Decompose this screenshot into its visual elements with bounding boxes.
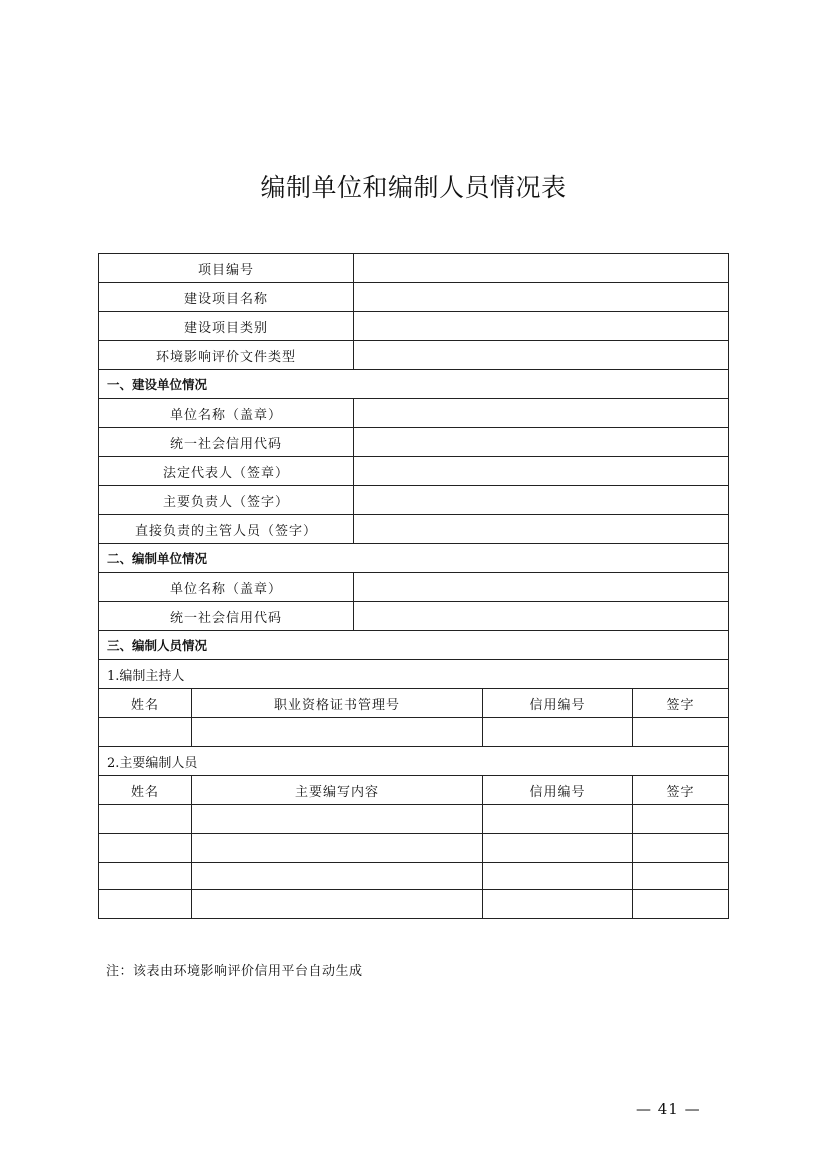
column-header-name: 姓名 <box>99 776 192 805</box>
table-row <box>99 312 729 341</box>
table-row <box>99 689 729 718</box>
field-label-unit-name: 单位名称（盖章） <box>99 399 354 428</box>
field-value-legal-rep[interactable] <box>354 457 729 486</box>
staff-credit-cell[interactable] <box>483 834 633 863</box>
table-row <box>99 544 729 573</box>
table-row <box>99 573 729 602</box>
field-value-compiling-unit-name[interactable] <box>354 573 729 602</box>
table-row <box>99 863 729 890</box>
section-heading-compiling-staff: 三、编制人员情况 <box>99 631 729 660</box>
staff-content-cell[interactable] <box>192 863 483 890</box>
table-row <box>99 631 729 660</box>
field-label-main-responsible: 主要负责人（签字） <box>99 486 354 515</box>
table-row <box>99 834 729 863</box>
subsection-label-host: 1.编制主持人 <box>99 660 729 689</box>
table-row <box>99 341 729 370</box>
host-signature-cell[interactable] <box>633 718 729 747</box>
column-header-signature: 签字 <box>633 776 729 805</box>
staff-content-cell[interactable] <box>192 890 483 919</box>
staff-signature-cell[interactable] <box>633 834 729 863</box>
column-header-credit-number: 信用编号 <box>483 776 633 805</box>
host-name-cell[interactable] <box>99 718 192 747</box>
table-row <box>99 486 729 515</box>
staff-name-cell[interactable] <box>99 805 192 834</box>
staff-credit-cell[interactable] <box>483 805 633 834</box>
field-label-eia-doc-type: 环境影响评价文件类型 <box>99 341 354 370</box>
table-row <box>99 457 729 486</box>
subsection-label-main-staff: 2.主要编制人员 <box>99 747 729 776</box>
footnote: 注：该表由环境影响评价信用平台自动生成 <box>106 964 363 979</box>
column-header-name: 姓名 <box>99 689 192 718</box>
table-row <box>99 890 729 919</box>
staff-credit-cell[interactable] <box>483 863 633 890</box>
table-row <box>99 805 729 834</box>
field-label-compiling-unit-name: 单位名称（盖章） <box>99 573 354 602</box>
table-row <box>99 718 729 747</box>
field-value-compiling-credit-code[interactable] <box>354 602 729 631</box>
field-value-credit-code[interactable] <box>354 428 729 457</box>
column-header-credit-number: 信用编号 <box>483 689 633 718</box>
field-label-legal-rep: 法定代表人（签章） <box>99 457 354 486</box>
column-header-signature: 签字 <box>633 689 729 718</box>
host-credit-cell[interactable] <box>483 718 633 747</box>
section-heading-compiling-unit: 二、编制单位情况 <box>99 544 729 573</box>
field-label-project-number: 项目编号 <box>99 254 354 283</box>
field-value-eia-doc-type[interactable] <box>354 341 729 370</box>
field-value-direct-supervisor[interactable] <box>354 515 729 544</box>
staff-name-cell[interactable] <box>99 834 192 863</box>
table-row <box>99 602 729 631</box>
column-header-writing-content: 主要编写内容 <box>192 776 483 805</box>
table-row <box>99 283 729 312</box>
field-value-unit-name[interactable] <box>354 399 729 428</box>
table-row <box>99 515 729 544</box>
page-title: 编制单位和编制人员情况表 <box>260 173 567 202</box>
table-row <box>99 660 729 689</box>
field-value-project-category[interactable] <box>354 312 729 341</box>
staff-name-cell[interactable] <box>99 890 192 919</box>
staff-content-cell[interactable] <box>192 834 483 863</box>
field-label-project-name: 建设项目名称 <box>99 283 354 312</box>
table-row <box>99 254 729 283</box>
staff-content-cell[interactable] <box>192 805 483 834</box>
host-certificate-cell[interactable] <box>192 718 483 747</box>
table-row <box>99 370 729 399</box>
field-value-project-number[interactable] <box>354 254 729 283</box>
table-row <box>99 776 729 805</box>
field-value-main-responsible[interactable] <box>354 486 729 515</box>
staff-signature-cell[interactable] <box>633 805 729 834</box>
table-row <box>99 747 729 776</box>
field-label-direct-supervisor: 直接负责的主管人员（签字） <box>99 515 354 544</box>
field-value-project-name[interactable] <box>354 283 729 312</box>
info-table <box>98 253 729 919</box>
table-row <box>99 399 729 428</box>
field-label-credit-code: 统一社会信用代码 <box>99 428 354 457</box>
field-label-compiling-credit-code: 统一社会信用代码 <box>99 602 354 631</box>
table-row <box>99 428 729 457</box>
staff-credit-cell[interactable] <box>483 890 633 919</box>
column-header-certificate-number: 职业资格证书管理号 <box>192 689 483 718</box>
section-heading-construction-unit: 一、建设单位情况 <box>99 370 729 399</box>
staff-signature-cell[interactable] <box>633 863 729 890</box>
staff-name-cell[interactable] <box>99 863 192 890</box>
field-label-project-category: 建设项目类别 <box>99 312 354 341</box>
page-number: — 41 — <box>636 1100 701 1118</box>
staff-signature-cell[interactable] <box>633 890 729 919</box>
